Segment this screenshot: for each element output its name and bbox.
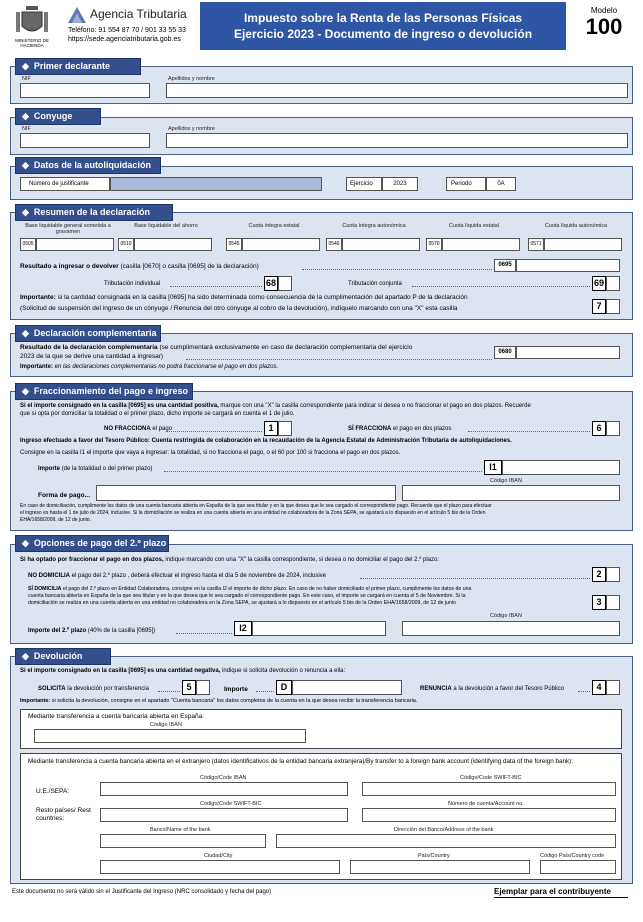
periodo-value[interactable]: 0A [486, 177, 516, 191]
leader-dots [166, 431, 262, 432]
coat-of-arms-icon [8, 4, 56, 40]
banco-label: Banco/Name of the bank [150, 827, 211, 833]
resumen-col-input[interactable] [36, 238, 114, 251]
leader-dots [186, 359, 492, 360]
fracc-header: ◆ Fraccionamiento del pago e ingreso [15, 383, 193, 400]
banco-input[interactable] [100, 834, 266, 848]
footer-rule [494, 897, 628, 898]
comp-line2: 2023 de la que se derive una cantidad a ingresar) [20, 353, 164, 360]
box-69[interactable]: 69 [592, 276, 606, 291]
no-domicilia-label: NO DOMICILIA el pago del 2.º plazo , deberá efectuar el ingreso hasta el día 5 de noviembre de 2024, inclusive [28, 573, 327, 579]
check-6[interactable] [606, 421, 620, 436]
check-3[interactable] [606, 595, 620, 610]
leader-dots [256, 691, 274, 692]
resumen-col-code: 0545 [226, 238, 242, 251]
forma-pago-label: Forma de pago... [38, 492, 91, 499]
iban-label: Código IBAN [490, 613, 522, 619]
nif-label: NIF [22, 126, 31, 132]
resumen-col-input[interactable] [134, 238, 212, 251]
ejercicio-label: Ejercicio [346, 177, 382, 191]
iban-2plazo-input[interactable] [402, 621, 620, 636]
iban-ue-input[interactable] [100, 782, 348, 796]
conyuge-nif-input[interactable] [20, 133, 150, 148]
conyuge-header: ◆ Conyuge [15, 108, 101, 125]
resumen-col-code: 0546 [326, 238, 342, 251]
swift-ue-input[interactable] [362, 782, 616, 796]
cuenta-label: Número de cuenta/Account no. [448, 801, 524, 807]
code-0680: 0680 [494, 346, 516, 359]
nombre-label: Apellidos y nombre [168, 126, 215, 132]
box-6[interactable]: 6 [592, 421, 606, 436]
importe-2plazo-label: Importe del 2.º plazo (40% de la casilla [0695]) [28, 628, 156, 634]
footer-note: Este documento no será válido sin el Justificante del Ingreso (NRC consolidado y fecha del pago) [12, 889, 272, 895]
resumen-col-label: Cuota líquida autonómica [544, 223, 608, 229]
agency-emblem-icon [66, 5, 88, 25]
resumen-col-input[interactable] [242, 238, 320, 251]
pais-label: País/Country [418, 853, 450, 859]
title-line2: Ejercicio 2023 - Documento de ingreso o devolución [233, 27, 533, 41]
leader-dots [176, 633, 232, 634]
swift-label: Código/Code SWIFT-BIC [460, 775, 522, 781]
box-4[interactable]: 4 [592, 680, 606, 695]
box-D: D [276, 680, 292, 695]
ministry-logo [8, 4, 56, 48]
devol-p1: Si el importe consignado en la casilla [0695] es una cantidad negativa, indique si solicita devolución o renuncia a ella: [20, 668, 346, 674]
opciones-header: ◆ Opciones de pago del 2.º plazo [15, 535, 169, 552]
form-title [200, 2, 566, 50]
model-label: Modelo [590, 6, 618, 15]
resultado-input[interactable] [516, 259, 620, 272]
comp-line1: Resultado de la declaración complementaria (se cumplimentará exclusivamente en caso de declaración complementaria del ejercicio [20, 344, 413, 351]
fracc-nota3: EHA/1658/2009, de 12 de junio. [20, 517, 91, 523]
iban-label: Código IBAN [150, 722, 182, 728]
primer-nombre-input[interactable] [166, 83, 628, 98]
resumen-col-label: Base liquidable general sometida a gravamen [25, 223, 111, 235]
ministry-name: MINISTERIO DE HACIENDA [15, 38, 49, 48]
opciones-p1: Si ha optado por fraccionar el pago en dos plazos, indique marcando con una "X" la casilla correspondiente, si desea o no domiciliar el pago del 2.º plazo: [20, 557, 439, 563]
model-number: 100 [585, 14, 623, 39]
ue-sepa-label: U.E./SEPA: [36, 788, 70, 795]
resumen-col-label: Base liquidable del ahorro [134, 223, 198, 229]
leader-dots [578, 691, 590, 692]
primer-nif-input[interactable] [20, 83, 150, 98]
direccion-input[interactable] [276, 834, 616, 848]
resumen-col-label: Cuota íntegra estatal [248, 223, 300, 229]
check-7[interactable] [606, 299, 620, 314]
si-domicilia-line2: cuenta bancaria abierta en España de la que sea titular y en la que desea que le sea cargado el correspondiente pago. En este caso, el importe se cargará en cuenta el 5 de Noviembre. Si la [28, 593, 466, 599]
renuncia-label: RENUNCIA a la devolución a favor del Tesoro Público [420, 686, 564, 692]
autoliq-header: ◆ Datos de la autoliquidación [15, 157, 161, 174]
cuenta-resto-input[interactable] [362, 808, 616, 822]
box-68[interactable]: 68 [264, 276, 278, 291]
iban-input[interactable] [402, 485, 620, 501]
importante-line2: (Solicitud de suspensión del ingreso de un cónyuge / Renuncia del otro cónyuge al cobro de la devolución), indíquelo marcando con una "X" esta casilla [20, 305, 458, 312]
forma-pago-input[interactable] [96, 485, 396, 501]
agency-name: Agencia Tributaria [90, 7, 187, 21]
bullet-icon: ◆ [22, 538, 29, 548]
resumen-col-input[interactable] [442, 238, 520, 251]
fracc-p1: Si el importe consignado en la casilla [0695] es una cantidad positiva, marque con una "X" la casilla correspondiente para indicar si desea o no fraccionar el pago en dos plazos. Recuerde [20, 403, 531, 409]
website[interactable]: https://sede.agenciatributaria.gob.es [68, 36, 181, 43]
swift-resto-input[interactable] [100, 808, 348, 822]
codpais-label: Código País/Country code [540, 853, 605, 859]
extranjero-label: Mediante transferencia a cuenta bancaria abierta en el extranjero (datos identificativos de la entidad bancaria extranjera)/By transfer to a foreign bank account (identifying data of the foreign bank): [28, 758, 574, 765]
consigne-text: Consigne en la casilla I1 el importe que vaya a ingresar: la totalidad, si no fracciona el pago, o el 60 por 100 si fracciona el pago en dos plazos. [20, 450, 401, 456]
devolucion-header: ◆ Devolución [15, 648, 111, 665]
leader-dots [412, 286, 590, 287]
box-5[interactable]: 5 [182, 680, 196, 695]
box-2[interactable]: 2 [592, 567, 606, 582]
check-68[interactable] [278, 276, 292, 291]
no-fracciona-label: NO FRACCIONA el pago [104, 426, 173, 432]
justificante-field[interactable] [110, 177, 322, 191]
complementaria-header: ◆ Declaración complementaria [15, 325, 161, 342]
nif-label: NIF [22, 76, 31, 82]
iban-espana-input[interactable] [34, 729, 306, 743]
leader-dots [360, 578, 590, 579]
primer-header: ◆ Primer declarante [15, 58, 141, 75]
importe-i1-input[interactable] [502, 460, 620, 475]
direccion-label: Dirección del Banco/Address of the bank [394, 827, 494, 833]
swift2-label: Código/Code SWIFT-BIC [200, 801, 262, 807]
importante-line1: Importante: si la cantidad consignada en la casilla [0695] ha sido determinada como consecuencia de la cumplimentación del apartado P de la declaración [20, 294, 468, 301]
comp-importante: Importante: en las declaraciones complementarias no podrá fraccionarse el pago en dos plazos. [20, 364, 279, 370]
box-3[interactable]: 3 [592, 595, 606, 610]
importe-i2-input[interactable] [252, 621, 386, 636]
resultado-label: Resultado a ingresar o devolver (casilla [0670] o casilla [0695] de la declaración) [20, 263, 259, 270]
importe-label: Importe (de la totalidad o del primer plazo) [38, 466, 153, 472]
devol-importe-label: Importe [224, 686, 248, 693]
pais-input[interactable] [350, 860, 530, 874]
check-2[interactable] [606, 567, 620, 582]
box-7[interactable]: 7 [592, 299, 606, 314]
nombre-label: Apellidos y nombre [168, 76, 215, 82]
resumen-col-label: Cuota líquida estatal [448, 223, 500, 229]
fracc-nota1: En caso de domiciliación, cumplimente los datos de una cuenta bancaria abierta en España de la que sea titular y en la que desea que le sea cargado el correspondiente pago. Recuerde que el plazo para efectuar [20, 503, 492, 509]
devol-importe-input[interactable] [292, 680, 402, 695]
model-box [572, 3, 636, 49]
bullet-icon: ◆ [22, 386, 29, 396]
phone: Teléfono: 91 554 87 70 / 901 33 55 33 [68, 27, 186, 34]
ciudad-input[interactable] [100, 860, 340, 874]
leader-dots [170, 286, 262, 287]
bullet-icon: ◆ [22, 61, 29, 71]
iban-code-label: Código/Code IBAN [200, 775, 247, 781]
check-5[interactable] [196, 680, 210, 695]
periodo-label: Periodo [446, 177, 486, 191]
ejemplar-label: Ejemplar para el contribuyente [494, 887, 611, 896]
si-domicilia-line1: SÍ DOMICILIA el pago del 2.º plazo en Entidad Colaboradora, consigne en la casilla I2 el importe de dicho plazo. En caso de no haber domiciliado el primer plazo, cumplimente los datos de una [28, 586, 472, 592]
title-line1: Impuesto sobre la Renta de las Personas Físicas [243, 11, 523, 25]
ciudad-label: Ciudad/City [204, 853, 233, 859]
conyuge-nombre-input[interactable] [166, 133, 628, 148]
resumen-col-input[interactable] [342, 238, 420, 251]
agency-logo [64, 3, 194, 47]
box-1[interactable]: 1 [264, 421, 278, 436]
justificante-label: Número de justificante [20, 177, 110, 191]
bullet-icon: ◆ [22, 651, 29, 661]
check-69[interactable] [606, 276, 620, 291]
resumen-col-code: 0571 [528, 238, 544, 251]
trib-ind-label: Tributación individual [104, 281, 161, 287]
box-I1: I1 [484, 460, 502, 475]
ejercicio-value[interactable]: 2023 [382, 177, 418, 191]
box-I2: I2 [234, 621, 252, 636]
bullet-icon: ◆ [22, 160, 29, 170]
code-0695: 0695 [494, 259, 516, 272]
fracc-nota2: el ingreso es hasta el 1 de julio de 2024, inclusive. Si la domiciliación se realiza en una cuenta abierta en una entidad no colaboradora de la Zona SEPA, se ajustará a lo dispuesto en el artículo 5 bis de la Orden [20, 510, 486, 516]
check-1[interactable] [278, 421, 292, 436]
leader-dots [158, 691, 180, 692]
solicita-label: SOLICITA la devolución por transferencia [38, 686, 149, 692]
ingreso-text: Ingreso efectuado a favor del Tesoro Público: Cuenta restringida de colaboración en la recaudación de la Agencia Estatal de Administración Tributaria de autoliquidaciones. [20, 438, 512, 444]
espana-label: Mediante transferencia a cuenta bancaria abierta en España: [28, 713, 204, 720]
resumen-col-code: 0510 [118, 238, 134, 251]
iban-label: Código IBAN [490, 478, 522, 484]
leader-dots [302, 269, 492, 270]
resto-paises-label: Resto países/ Rest countries: [36, 807, 91, 822]
si-fracciona-label: SÍ FRACCIONA el pago en dos plazos [348, 426, 452, 432]
resumen-col-code: 0505 [20, 238, 36, 251]
resumen-col-label: Cuota íntegra autonómica [342, 223, 406, 229]
codpais-input[interactable] [540, 860, 616, 874]
si-domicilia-line3: domiciliación se realiza en una cuenta abierta en una entidad no colaboradora en la Zona SEPA, se ajustará a lo dispuesto en el artículo 5 bis de la Orden EHA/1658/2009, de 12 de junio [28, 600, 456, 606]
check-4[interactable] [606, 680, 620, 695]
fracc-p2: que si opta por domiciliar la totalidad o el primer plazo, dicho importe se cargará en cuenta el 1 de julio. [20, 411, 295, 417]
leader-dots [468, 431, 590, 432]
complementaria-input[interactable] [516, 346, 620, 359]
bullet-icon: ◆ [22, 111, 29, 121]
bullet-icon: ◆ [22, 328, 29, 338]
trib-conj-label: Tributación conjunta [348, 281, 402, 287]
bullet-icon: ◆ [22, 207, 29, 217]
resumen-col-code: 0570 [426, 238, 442, 251]
devol-importante: Importante: si solicita la devolución, consigne en el apartado "Cuenta bancaria" los datos completos de la cuenta en la que desea recibir la transferencia bancaria. [20, 698, 418, 704]
resumen-col-input[interactable] [544, 238, 622, 251]
resumen-header: ◆ Resumen de la declaración [15, 204, 173, 221]
leader-dots [164, 471, 482, 472]
